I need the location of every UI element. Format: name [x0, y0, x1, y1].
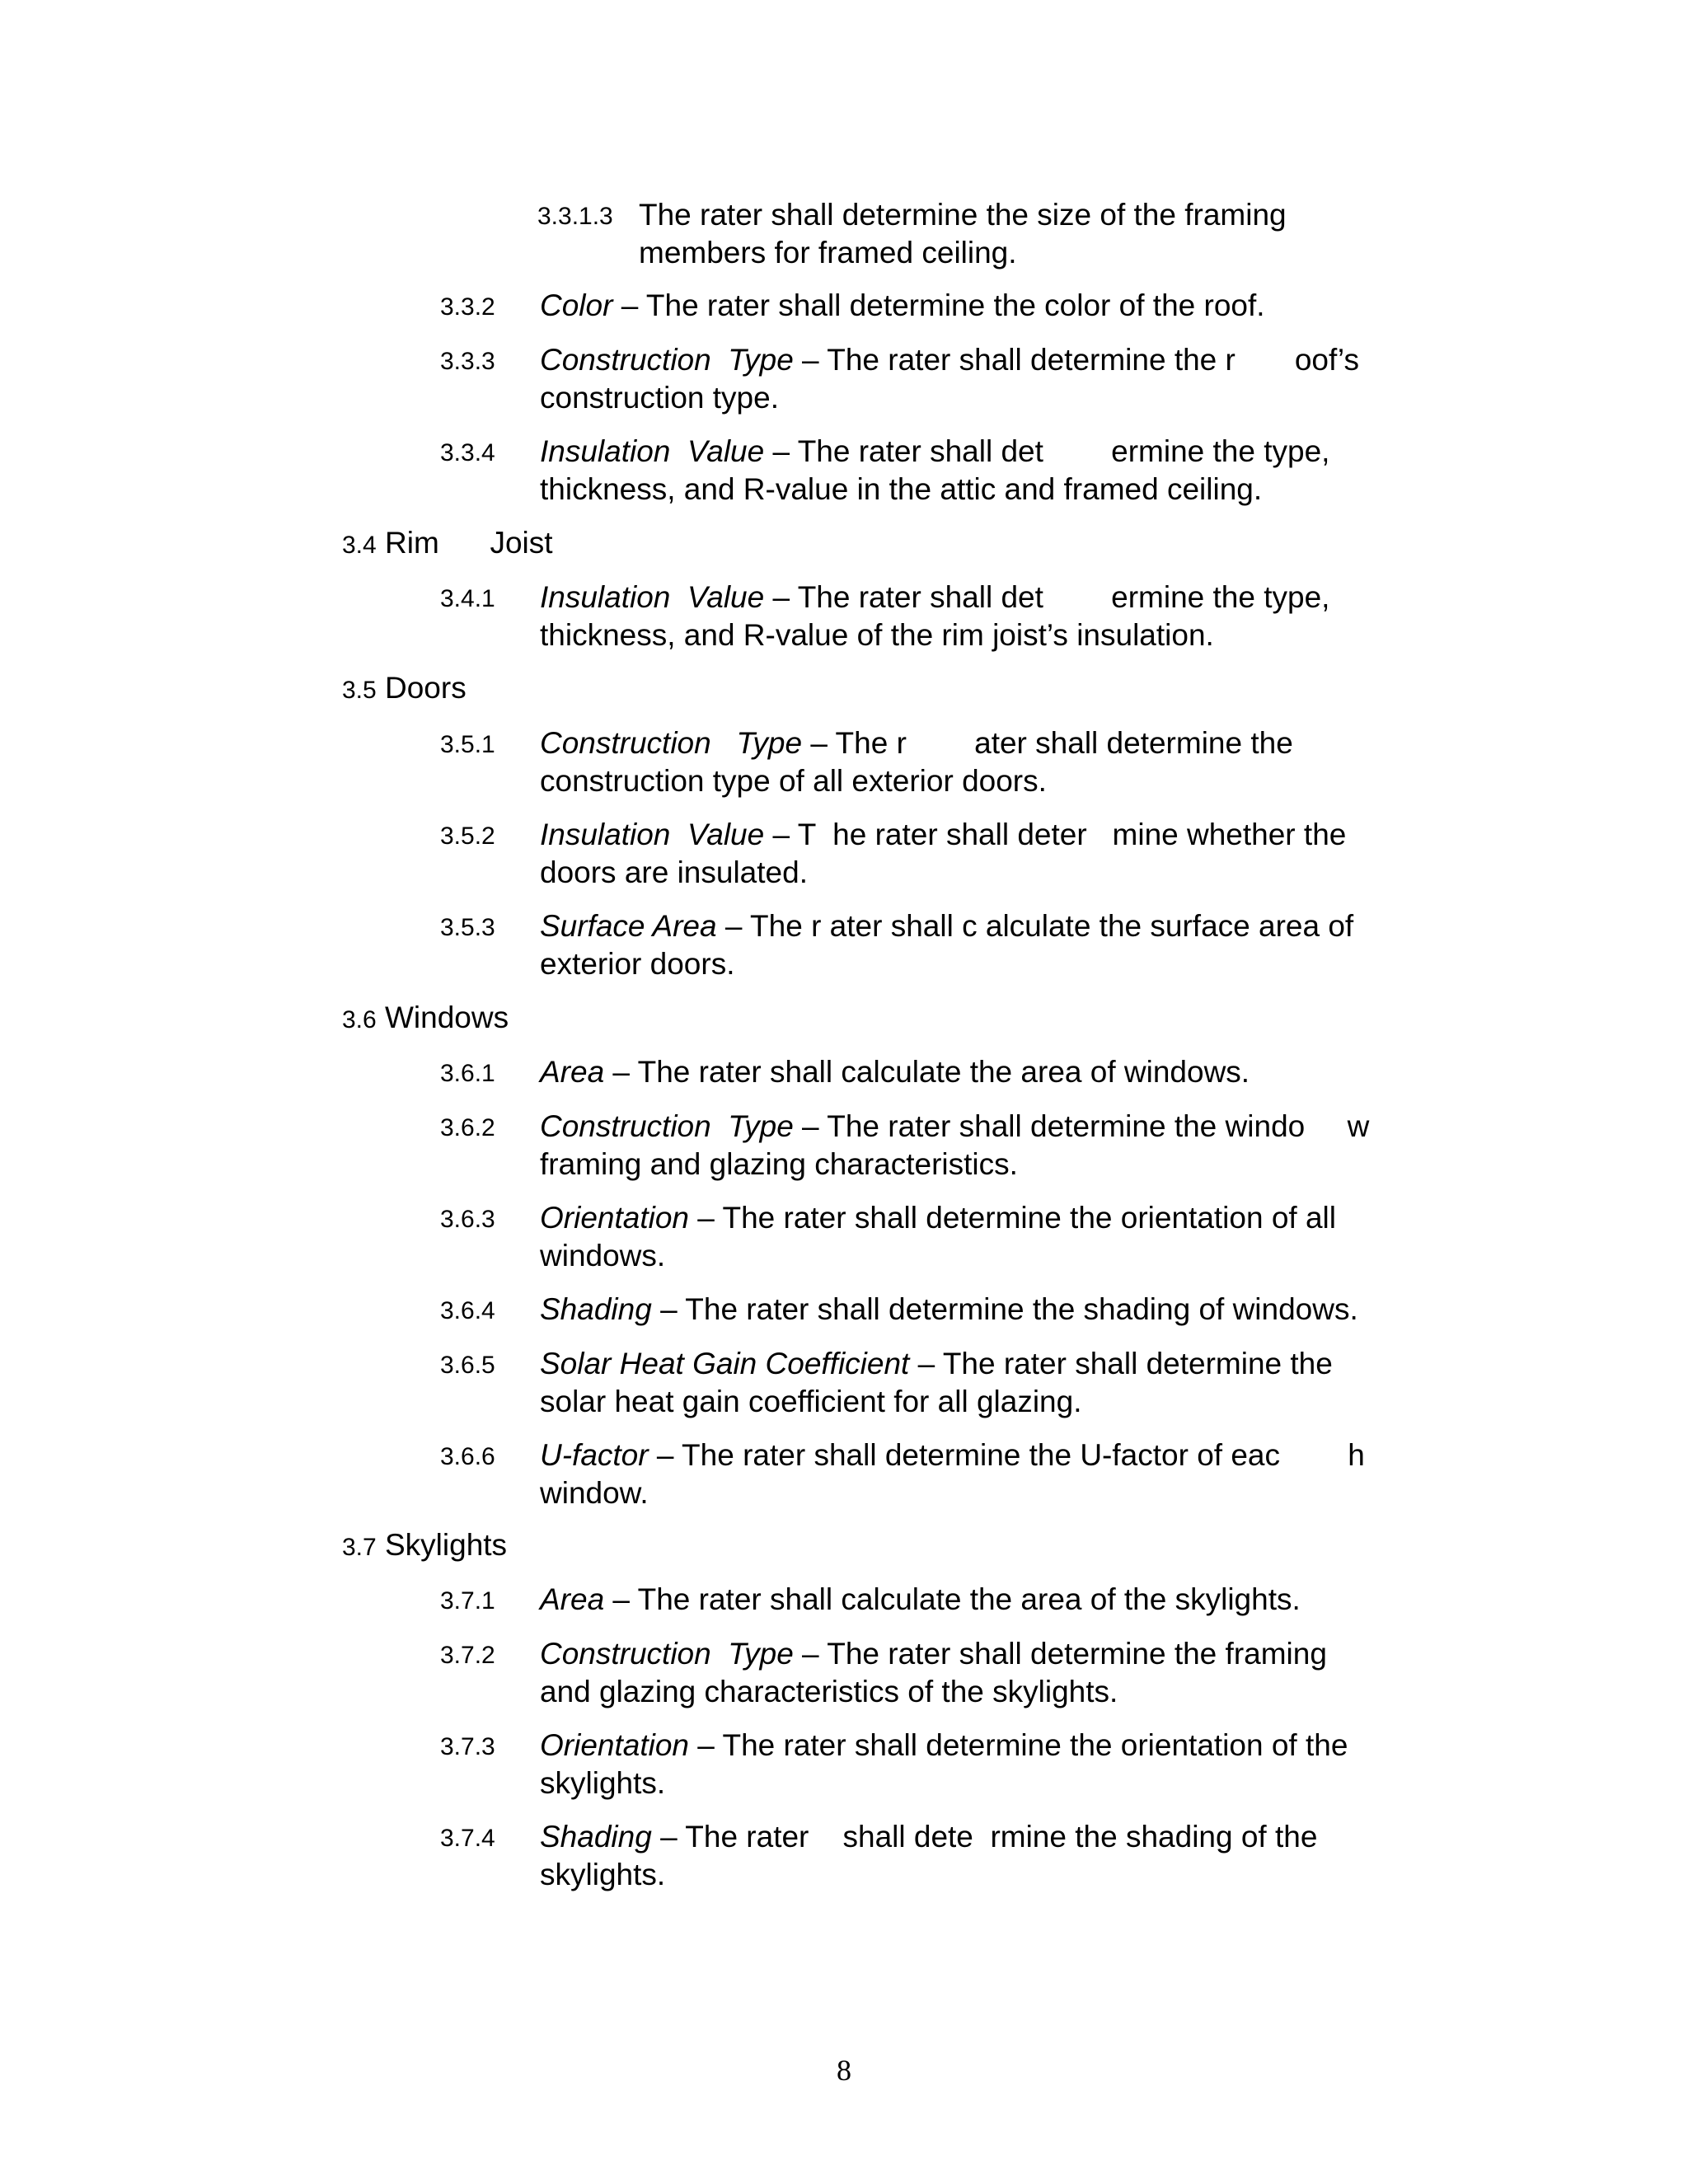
item-term: Surface Area	[540, 909, 717, 943]
item-text	[540, 1436, 1365, 1474]
item-continuation: exterior doors.	[540, 947, 735, 981]
item-body: – The rater shall determine the r oof’s	[793, 343, 1359, 377]
item-body: – The rater shall determine the orientation of all	[689, 1201, 1336, 1235]
item-body: – The rater shall determine the windo w	[793, 1109, 1370, 1143]
item-body: – The rater shall calculate the area of the skylights.	[604, 1582, 1301, 1616]
item-number: 3.4.1	[440, 585, 495, 612]
item-text	[540, 341, 1359, 379]
item-term: U-factor	[540, 1438, 649, 1472]
item-text	[540, 1635, 1327, 1673]
section-title: Skylights	[385, 1528, 508, 1562]
section-number: 3.4	[342, 532, 377, 559]
item-text	[540, 1818, 1317, 1856]
item-body: – The rater shall det ermine the type,	[764, 580, 1330, 614]
item-number: 3.5.3	[440, 914, 495, 941]
item-body: – The r ater shall c alculate the surface area of	[716, 909, 1354, 943]
item-term: Construction Type	[540, 1637, 794, 1671]
item-body: – The rater shall calculate the area of windows.	[604, 1055, 1250, 1089]
item-text	[639, 196, 1287, 234]
item-text	[540, 1053, 1250, 1091]
item-body: – The rater shall dete rmine the shading of the	[651, 1820, 1318, 1854]
item-term: Construction Type	[540, 1109, 794, 1143]
item-text	[540, 1291, 1358, 1329]
item-term: Shading	[540, 1820, 652, 1854]
item-number: 3.6.1	[440, 1060, 495, 1087]
item-text	[540, 433, 1329, 471]
item-body: – T he rater shall deter mine whether the	[764, 818, 1347, 851]
section-title: Doors	[385, 671, 467, 705]
section-heading	[342, 1526, 507, 1567]
item-term: Insulation Value	[540, 580, 765, 614]
item-text	[540, 1727, 1348, 1765]
item-number: 3.7.4	[440, 1825, 495, 1852]
item-continuation: thickness, and R-value of the rim joist’s insulation.	[540, 618, 1214, 652]
item-text	[540, 907, 1353, 945]
item-number: 3.3.2	[440, 293, 495, 321]
item-continuation: windows.	[540, 1239, 666, 1272]
page-number: 8	[837, 2054, 851, 2087]
item-term: Area	[540, 1582, 605, 1616]
item-continuation: and glazing characteristics of the skylights.	[540, 1675, 1118, 1708]
item-number: 3.3.4	[440, 439, 495, 466]
item-continuation: construction type.	[540, 381, 779, 415]
item-number: 3.5.1	[440, 731, 495, 758]
section-heading	[342, 999, 509, 1039]
item-text	[540, 1108, 1369, 1146]
item-number: 3.6.2	[440, 1114, 495, 1141]
item-number: 3.7.3	[440, 1733, 495, 1760]
item-body: – The rater shall determine the U-factor of eac h	[648, 1438, 1365, 1472]
item-text	[540, 1345, 1333, 1383]
item-text	[540, 1199, 1336, 1237]
item-term: Solar Heat Gain Coefficient	[540, 1347, 910, 1380]
item-term: Construction Type	[540, 343, 794, 377]
item-number: 3.7.2	[440, 1642, 495, 1669]
section-heading	[342, 669, 467, 710]
item-body: – The rater shall determine the shading of windows.	[651, 1292, 1358, 1326]
section-title: Rim Joist	[385, 526, 553, 560]
item-body: – The rater shall determine the color of the roof.	[612, 288, 1265, 322]
item-number: 3.3.3	[440, 348, 495, 375]
item-body: – The rater shall determine the	[909, 1347, 1333, 1380]
item-continuation: doors are insulated.	[540, 855, 808, 889]
item-term: Insulation Value	[540, 818, 765, 851]
item-term: Orientation	[540, 1728, 689, 1762]
item-continuation: skylights.	[540, 1766, 666, 1800]
item-term: Color	[540, 288, 613, 322]
item-body: – The rater shall determine the orientation of the	[689, 1728, 1348, 1762]
item-continuation: framing and glazing characteristics.	[540, 1147, 1018, 1181]
item-body: The rater shall determine the size of the framing	[639, 198, 1287, 232]
item-text	[540, 287, 1265, 325]
item-number: 3.6.5	[440, 1352, 495, 1379]
item-text	[540, 724, 1293, 762]
item-number: 3.7.1	[440, 1587, 495, 1615]
item-number: 3.6.3	[440, 1206, 495, 1233]
item-body: – The r ater shall determine the	[802, 726, 1293, 760]
item-continuation: thickness, and R-value in the attic and framed ceiling.	[540, 472, 1263, 506]
item-number: 3.3.1.3	[537, 203, 613, 230]
item-body: – The rater shall determine the framing	[793, 1637, 1327, 1671]
item-continuation: construction type of all exterior doors.	[540, 764, 1047, 798]
item-number: 3.6.6	[440, 1443, 495, 1470]
item-term: Area	[540, 1055, 605, 1089]
item-body: – The rater shall det ermine the type,	[764, 434, 1330, 468]
section-number: 3.6	[342, 1006, 377, 1033]
item-text	[540, 816, 1346, 854]
item-text	[540, 1581, 1301, 1619]
section-number: 3.7	[342, 1534, 377, 1561]
item-text	[540, 579, 1329, 616]
item-number: 3.5.2	[440, 823, 495, 850]
item-continuation: members for framed ceiling.	[639, 236, 1017, 269]
section-heading	[342, 524, 553, 565]
section-number: 3.5	[342, 677, 377, 704]
item-number: 3.6.4	[440, 1297, 495, 1324]
item-term: Shading	[540, 1292, 652, 1326]
section-title: Windows	[385, 1001, 509, 1034]
item-term: Orientation	[540, 1201, 689, 1235]
item-continuation: solar heat gain coefficient for all glazing.	[540, 1385, 1082, 1418]
item-term: Insulation Value	[540, 434, 765, 468]
item-continuation: window.	[540, 1476, 649, 1510]
item-term: Construction Type	[540, 726, 803, 760]
item-continuation: skylights.	[540, 1858, 666, 1891]
